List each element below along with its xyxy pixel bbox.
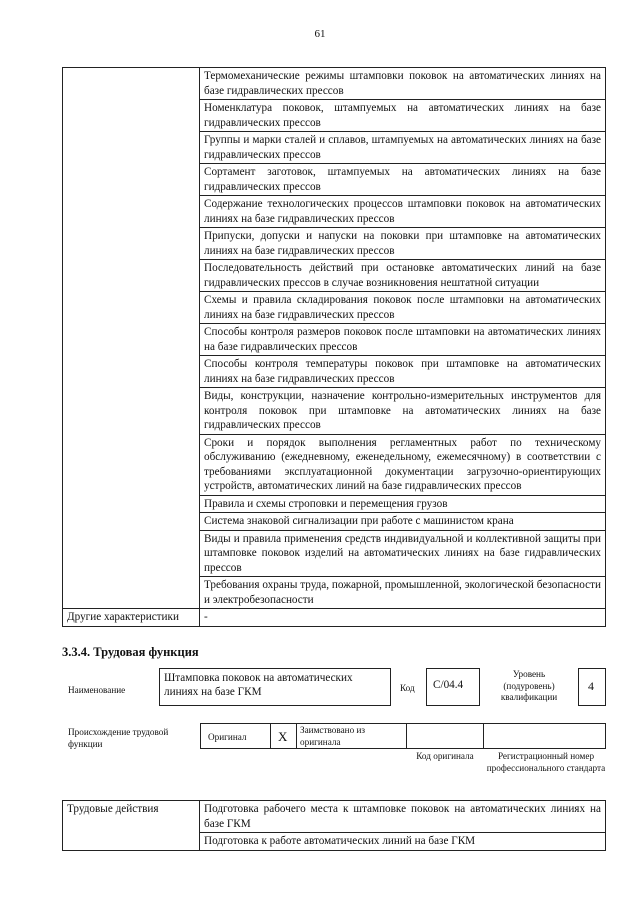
knowledge-label-cell xyxy=(63,196,200,228)
knowledge-label-cell xyxy=(63,577,200,609)
knowledge-row xyxy=(63,164,606,196)
knowledge-label-cell xyxy=(63,513,200,531)
code-value: C/04.4 xyxy=(433,679,464,691)
knowledge-item: Содержание технологических процессов штамповки поковок на автоматических линиях на базе гидравлических прессов xyxy=(200,196,606,228)
page-number: 61 xyxy=(314,28,326,40)
knowledge-row xyxy=(63,530,606,577)
knowledge-item: Группы и марки сталей и сплавов, штампуемых на автоматических линиях на базе гидравлических прессов xyxy=(200,132,606,164)
code-label: Код xyxy=(400,683,415,693)
knowledge-label-cell xyxy=(63,164,200,196)
knowledge-label-cell xyxy=(63,388,200,435)
knowledge-item: Требования охраны труда, пожарной, промышленной, экологической безопасности и электробезопасности xyxy=(200,577,606,609)
knowledge-label-cell xyxy=(63,100,200,132)
knowledge-row xyxy=(63,388,606,435)
level-label: Уровень (подуровень) квалификации xyxy=(500,669,558,702)
original-mark: X xyxy=(278,729,288,744)
knowledge-row xyxy=(63,68,606,100)
knowledge-label-cell xyxy=(63,434,200,495)
knowledge-item: Номенклатура поковок, штампуемых на автоматических линиях на базе гидравлических прессов xyxy=(200,100,606,132)
knowledge-label-cell xyxy=(63,292,200,324)
reg-number-caption: Регистрационный номер профессионального стандарта xyxy=(486,751,606,773)
knowledge-row xyxy=(63,100,606,132)
actions-table xyxy=(62,800,606,851)
knowledge-label-cell xyxy=(63,495,200,513)
name-label: Наименование xyxy=(68,685,126,695)
knowledge-item: Способы контроля температуры поковок при штамповке на автоматических линиях на базе гидравлических прессов xyxy=(200,356,606,388)
knowledge-label-cell xyxy=(63,132,200,164)
borrowed-label: Заимствовано из оригинала xyxy=(300,725,366,747)
knowledge-label-cell xyxy=(63,324,200,356)
name-box xyxy=(159,668,391,706)
knowledge-item: Сортамент заготовок, штампуемых на автоматических линиях на базе гидравлических прессов xyxy=(200,164,606,196)
knowledge-item: Правила и схемы строповки и перемещения грузов xyxy=(200,495,606,513)
knowledge-row xyxy=(63,434,606,495)
knowledge-row xyxy=(63,495,606,513)
original-label: Оригинал xyxy=(208,732,247,742)
knowledge-row xyxy=(63,324,606,356)
knowledge-item: Виды, конструкции, назначение контрольно-измерительных инструментов для контроля поковок при штамповке на автоматических линиях на базе гидравлических прессов xyxy=(200,388,606,435)
level-value: 4 xyxy=(588,679,594,693)
knowledge-label-cell xyxy=(63,530,200,577)
knowledge-item: Последовательность действий при остановке автоматических линий на базе гидравлических прессов в случае возникновения нештатной ситуации xyxy=(200,260,606,292)
other-characteristics-value: - xyxy=(200,609,606,627)
knowledge-label-cell xyxy=(63,356,200,388)
action-row xyxy=(63,801,606,833)
knowledge-table xyxy=(62,67,606,627)
action-item: Подготовка к работе автоматических линий на базе ГКМ xyxy=(200,833,606,851)
knowledge-label-cell xyxy=(63,228,200,260)
knowledge-item: Припуски, допуски и напуски на поковки при штамповке на автоматических линиях на базе гидравлических прессов xyxy=(200,228,606,260)
section-heading: 3.3.4. Трудовая функция xyxy=(62,645,199,659)
knowledge-item: Термомеханические режимы штамповки поковок на автоматических линиях на базе гидравлических прессов xyxy=(200,68,606,100)
knowledge-label-cell xyxy=(63,68,200,100)
code-box xyxy=(426,668,480,706)
knowledge-item: Сроки и порядок выполнения регламентных работ по техническому обслуживанию (ежедневному, еженедельному, ежемесячному) в соответствии с требованиями эксплуатационной документации загрузочно-ориентирующих устройств, автоматических линий на базе гидравлических прессов xyxy=(200,434,606,495)
other-characteristics-label: Другие характеристики xyxy=(63,609,200,627)
knowledge-row xyxy=(63,228,606,260)
knowledge-item: Способы контроля размеров поковок после штамповки на автоматических линиях на базе гидравлических прессов xyxy=(200,324,606,356)
knowledge-item: Виды и правила применения средств индивидуальной и коллективной защиты при штамповке поковок изделий на автоматических линиях на базе гидравлических прессов xyxy=(200,530,606,577)
knowledge-item: Система знаковой сигнализации при работе с машинистом крана xyxy=(200,513,606,531)
knowledge-row xyxy=(63,356,606,388)
knowledge-row xyxy=(63,513,606,531)
knowledge-row xyxy=(63,260,606,292)
origin-label: Происхождение трудовой функции xyxy=(68,727,169,749)
other-characteristics-row xyxy=(63,609,606,627)
knowledge-row xyxy=(63,577,606,609)
knowledge-row xyxy=(63,292,606,324)
action-item: Подготовка рабочего места к штамповке поковок на автоматических линиях на базе ГКМ xyxy=(200,801,606,833)
knowledge-row xyxy=(63,196,606,228)
code-original-caption: Код оригинала xyxy=(416,751,474,761)
name-value: Штамповка поковок на автоматических линиях на базе ГКМ xyxy=(164,672,353,698)
actions-label: Трудовые действия xyxy=(63,801,200,851)
knowledge-item: Схемы и правила складирования поковок после штамповки на автоматических линиях на базе гидравлических прессов xyxy=(200,292,606,324)
knowledge-label-cell xyxy=(63,260,200,292)
knowledge-row xyxy=(63,132,606,164)
level-box xyxy=(578,668,606,706)
